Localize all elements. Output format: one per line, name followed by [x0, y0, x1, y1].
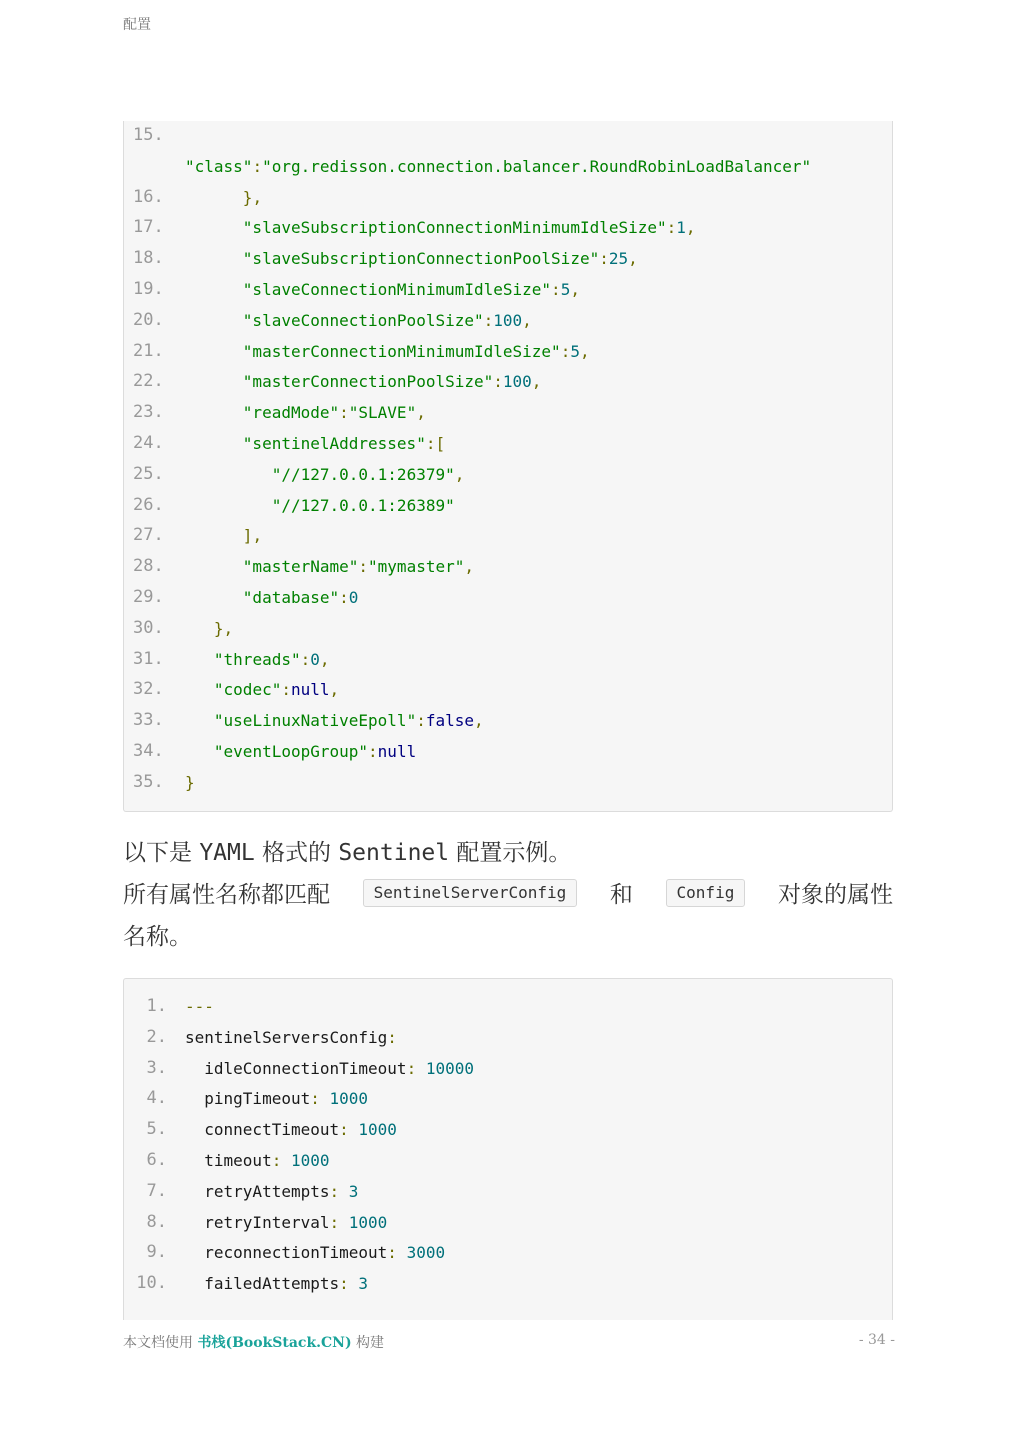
code-line	[124, 736, 892, 767]
intro-sentinel-term: Sentinel	[338, 840, 450, 866]
code-line	[124, 366, 892, 397]
line-number: 26.	[133, 494, 164, 515]
line-number: 24.	[133, 433, 164, 453]
json-code-block	[123, 121, 893, 812]
code-text: connectTimeout: 1000	[204, 1120, 397, 1140]
line-number: 16.	[133, 186, 164, 207]
line-number: 5.	[146, 1119, 167, 1140]
code-line	[124, 551, 892, 582]
code-line	[124, 1145, 892, 1176]
line-number: 20.	[133, 309, 164, 330]
line-number: 21.	[133, 340, 164, 361]
code-line	[124, 336, 892, 367]
line-number: 35.	[133, 771, 164, 792]
code-text: reconnectionTimeout: 3000	[204, 1243, 446, 1263]
inline-code-config: Config	[666, 879, 746, 907]
code-line	[124, 1237, 892, 1268]
code-line	[124, 705, 892, 736]
line-number: 8.	[146, 1211, 167, 1232]
code-text: "threads":0,	[213, 649, 330, 669]
code-line	[124, 212, 892, 243]
code-text: "//127.0.0.1:26389"	[271, 495, 455, 515]
line-number: 18.	[133, 248, 164, 269]
line-number: 32.	[133, 679, 164, 700]
intro-text: 配置示例。	[449, 840, 572, 866]
footer-brand-link[interactable]: 书栈(BookStack.CN)	[197, 1335, 352, 1351]
code-text: timeout: 1000	[204, 1151, 330, 1170]
code-text: "class":"org.redisson.connection.balancer.RoundRobinLoadBalancer"	[185, 156, 812, 176]
code-line	[124, 767, 892, 798]
line-number: 17.	[133, 217, 164, 238]
code-line	[124, 1114, 892, 1145]
code-text: pingTimeout: 1000	[204, 1089, 369, 1109]
code-text: "//127.0.0.1:26379",	[271, 464, 465, 484]
intro-text: 和	[609, 882, 633, 908]
code-text: sentinelServersConfig:	[185, 1027, 397, 1047]
line-number: 19.	[133, 279, 164, 299]
code-line	[124, 1268, 892, 1299]
code-text: },	[242, 187, 263, 207]
code-text: "eventLoopGroup":null	[213, 742, 417, 761]
line-number: 23.	[133, 402, 164, 423]
code-text: "slaveSubscriptionConnectionMinimumIdleSize":1,	[242, 218, 696, 238]
code-line	[124, 520, 892, 551]
code-text: "slaveSubscriptionConnectionPoolSize":25,	[242, 249, 638, 269]
code-line	[124, 243, 892, 274]
code-line	[124, 274, 892, 305]
code-text: failedAttempts: 3	[204, 1274, 369, 1294]
code-line	[124, 613, 892, 644]
inline-code-sentinelserverconfig: SentinelServerConfig	[363, 879, 578, 907]
code-text: retryAttempts: 3	[204, 1181, 359, 1201]
code-line	[124, 397, 892, 428]
code-text: "database":0	[242, 588, 359, 607]
intro-text: 名称。	[123, 924, 192, 950]
line-number: 10.	[136, 1273, 167, 1294]
code-line	[124, 1083, 892, 1114]
line-number: 7.	[146, 1180, 167, 1201]
line-number: 2.	[146, 1026, 167, 1047]
line-number: 1.	[146, 996, 167, 1016]
code-text: "codec":null,	[213, 680, 340, 700]
yaml-code-block	[123, 978, 893, 1320]
intro-line-2	[123, 876, 893, 909]
line-number: 30.	[133, 617, 164, 638]
intro-text: 所有属性名称都匹配	[123, 882, 330, 908]
code-line	[124, 1022, 892, 1053]
intro-line-3	[123, 918, 893, 951]
code-text: idleConnectionTimeout: 10000	[204, 1058, 475, 1078]
line-number: 27.	[133, 525, 164, 546]
intro-line-1	[123, 834, 893, 867]
intro-text: 对象的属性	[777, 882, 893, 908]
intro-text: 以下是	[123, 840, 200, 866]
line-number: 15.	[133, 125, 164, 145]
code-text: "slaveConnectionPoolSize":100,	[242, 310, 532, 330]
line-number: 25.	[133, 463, 164, 484]
code-line	[124, 582, 892, 613]
code-text: retryInterval: 1000	[204, 1212, 388, 1232]
code-line	[124, 644, 892, 675]
code-text: "masterConnectionPoolSize":100,	[242, 372, 542, 392]
line-number: 29.	[133, 587, 164, 607]
line-number: 28.	[133, 556, 164, 577]
code-text: "sentinelAddresses":[	[242, 434, 446, 453]
footer-suffix: 构建	[351, 1335, 385, 1351]
code-text: "masterConnectionMinimumIdleSize":5,	[242, 341, 590, 361]
page-header-title: 配置	[123, 17, 151, 33]
code-text: ],	[242, 526, 263, 546]
code-line	[124, 182, 892, 213]
code-line	[124, 674, 892, 705]
line-number: 4.	[146, 1088, 167, 1109]
code-text: "useLinuxNativeEpoll":false,	[213, 711, 484, 731]
line-number: 34.	[133, 741, 164, 761]
line-number: 31.	[133, 648, 164, 669]
footer-prefix: 本文档使用	[123, 1335, 198, 1351]
line-number: 9.	[146, 1242, 167, 1263]
page-footer	[123, 1332, 384, 1352]
line-number: 3.	[146, 1057, 167, 1078]
code-line	[124, 1207, 892, 1238]
code-text: "slaveConnectionMinimumIdleSize":5,	[242, 280, 580, 299]
code-line	[124, 305, 892, 336]
code-text: "readMode":"SLAVE",	[242, 403, 426, 423]
line-number: 33.	[133, 710, 164, 731]
page-number: - 34 -	[858, 1332, 895, 1348]
code-line	[124, 428, 892, 459]
code-line	[124, 459, 892, 490]
code-text: }	[185, 772, 195, 792]
code-line	[124, 490, 892, 521]
code-line	[124, 151, 892, 182]
code-line	[124, 1176, 892, 1207]
intro-text: 格式的	[254, 840, 339, 866]
code-line	[124, 120, 892, 151]
code-line	[124, 991, 892, 1022]
intro-yaml-term: YAML	[199, 840, 255, 866]
code-text: "masterName":"mymaster",	[242, 557, 474, 577]
line-number: 6.	[146, 1150, 167, 1170]
code-line	[124, 1053, 892, 1084]
line-number: 22.	[133, 371, 164, 392]
code-text: ---	[185, 997, 214, 1016]
code-text: },	[213, 618, 234, 638]
